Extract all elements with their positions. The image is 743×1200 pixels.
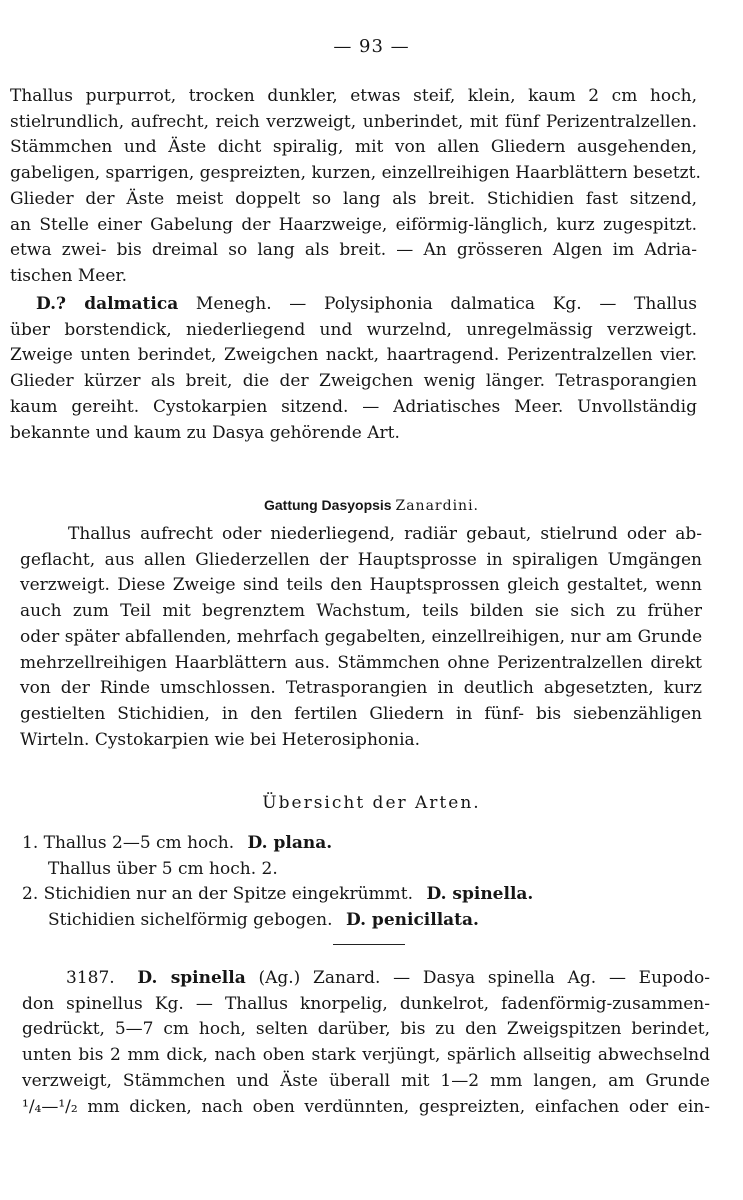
text-line: tischen Meer. [10, 265, 128, 286]
key-text: 1. Thallus 2—5 cm hoch. [22, 833, 235, 853]
text-line: an Stelle einer Gabelung der Haarzweige, eiförmig-länglich, kurz zugespitzt. [10, 214, 697, 235]
key-line [22, 884, 533, 904]
species-name: D. spinella [137, 968, 246, 988]
text-line: etwa zwei- bis dreimal so lang als breit. — An grösseren Algen im Adria- [10, 240, 697, 261]
text-line: don spinellus Kg. — Thallus knorpelig, dunkelrot, fadenförmig-zusammen- [22, 993, 710, 1014]
text-line: gestielten Stichidien, in den fertilen Gliedern in fünf- bis siebenzähligen [20, 703, 702, 724]
text-run: (Ag.) Zanard. — Dasya spinella Ag. — Eupodo- [245, 968, 711, 988]
page-number: — 93 — [333, 36, 410, 57]
text-line: Wirteln. Cystokarpien wie bei Heterosiphonia. [20, 729, 421, 750]
key-text: 2. Stichidien nur an der Spitze eingekrümmt. [22, 884, 414, 904]
text-line: bekannte und kaum zu Dasya gehörende Art. [10, 422, 400, 443]
key-text: Stichidien sichelförmig gebogen. [48, 910, 333, 930]
text-line: Glieder der Äste meist doppelt so lang als breit. Stichidien fast sitzend, [10, 188, 697, 209]
text-line [22, 966, 710, 992]
text-line: Thallus aufrecht oder niederliegend, radiär gebaut, stielrund oder ab- [68, 524, 702, 544]
text-line: von der Rinde umschlossen. Tetrasporangien in deutlich abgesetzten, kurz [20, 678, 702, 699]
text-line: mehrzellreihigen Haarblättern aus. Stämmchen ohne Perizentralzellen direkt [20, 652, 702, 673]
key-line [48, 859, 278, 879]
text-run: Menegh. — Polysiphonia dalmatica Kg. — Thallus [178, 294, 697, 314]
overview-title: Übersicht der Arten. [262, 793, 481, 813]
text-line: verzweigt. Diese Zweige sind teils den Hauptsprossen gleich gestaltet, wenn [20, 575, 702, 596]
genus-heading [0, 497, 743, 514]
text-line: verzweigt, Stämmchen und Äste überall mit 1—2 mm langen, am Grunde [22, 1070, 710, 1091]
species-name: D.? dalmatica [36, 294, 179, 314]
text-line: oder später abfallenden, mehrfach gegabelten, einzellreihigen, nur am Grunde [20, 626, 703, 647]
species-number: 3187. [66, 968, 115, 988]
key-line [22, 833, 332, 853]
paragraph-thallus-description [10, 84, 701, 290]
text-line: Zweige unten berindet, Zweigchen nackt, haartragend. Perizentralzellen vier. [10, 345, 697, 366]
text-line: unten bis 2 mm dick, nach oben stark verjüngt, spärlich allseitig abwechselnd [22, 1045, 710, 1066]
text-line: kaum gereiht. Cystokarpien sitzend. — Adriatisches Meer. Unvollständig [10, 396, 697, 417]
text-line: geflacht, aus allen Gliederzellen der Hauptsprosse in spiraligen Umgängen [20, 549, 702, 570]
text-line [10, 292, 697, 318]
text-line: Thallus purpurrot, trocken dunkler, etwas steif, klein, kaum 2 cm hoch, [10, 86, 697, 106]
paragraph-dalmatica [10, 292, 697, 446]
genus-author: Zanardini. [395, 498, 479, 514]
key-text: Thallus über 5 cm hoch. 2. [48, 859, 278, 879]
text-line: gabeligen, sparrigen, gespreizten, kurzen, einzellreihigen Haarblättern besetzt. [10, 163, 701, 184]
genus-label: Gattung Dasyopsis [264, 497, 392, 513]
text-line: ¹/₄—¹/₂ mm dicken, nach oben verdünnten, gespreizten, einfachen oder ein- [22, 1096, 710, 1117]
text-line: auch zum Teil mit begrenztem Wachstum, teils bilden sie sich zu früher [20, 601, 702, 622]
paragraph-genus-description [20, 522, 702, 753]
key-species: D. spinella. [426, 884, 534, 904]
section-divider [333, 944, 405, 945]
text-line: Glieder kürzer als breit, die der Zweigchen wenig länger. Tetrasporangien [10, 371, 697, 392]
paragraph-spinella [22, 966, 710, 1120]
text-line: gedrückt, 5—7 cm hoch, selten darüber, bis zu den Zweigspitzen berindet, [22, 1019, 710, 1040]
text-line: Stämmchen und Äste dicht spiralig, mit von allen Gliedern ausgehenden, [10, 137, 697, 158]
key-line [48, 910, 479, 930]
key-species: D. plana. [247, 833, 333, 853]
key-species: D. penicillata. [345, 910, 479, 930]
text-line: über borstendick, niederliegend und wurzelnd, unregelmässig verzweigt. [10, 319, 697, 340]
text-line: stielrundlich, aufrecht, reich verzweigt, unberindet, mit fünf Perizentralzellen. [10, 111, 697, 132]
